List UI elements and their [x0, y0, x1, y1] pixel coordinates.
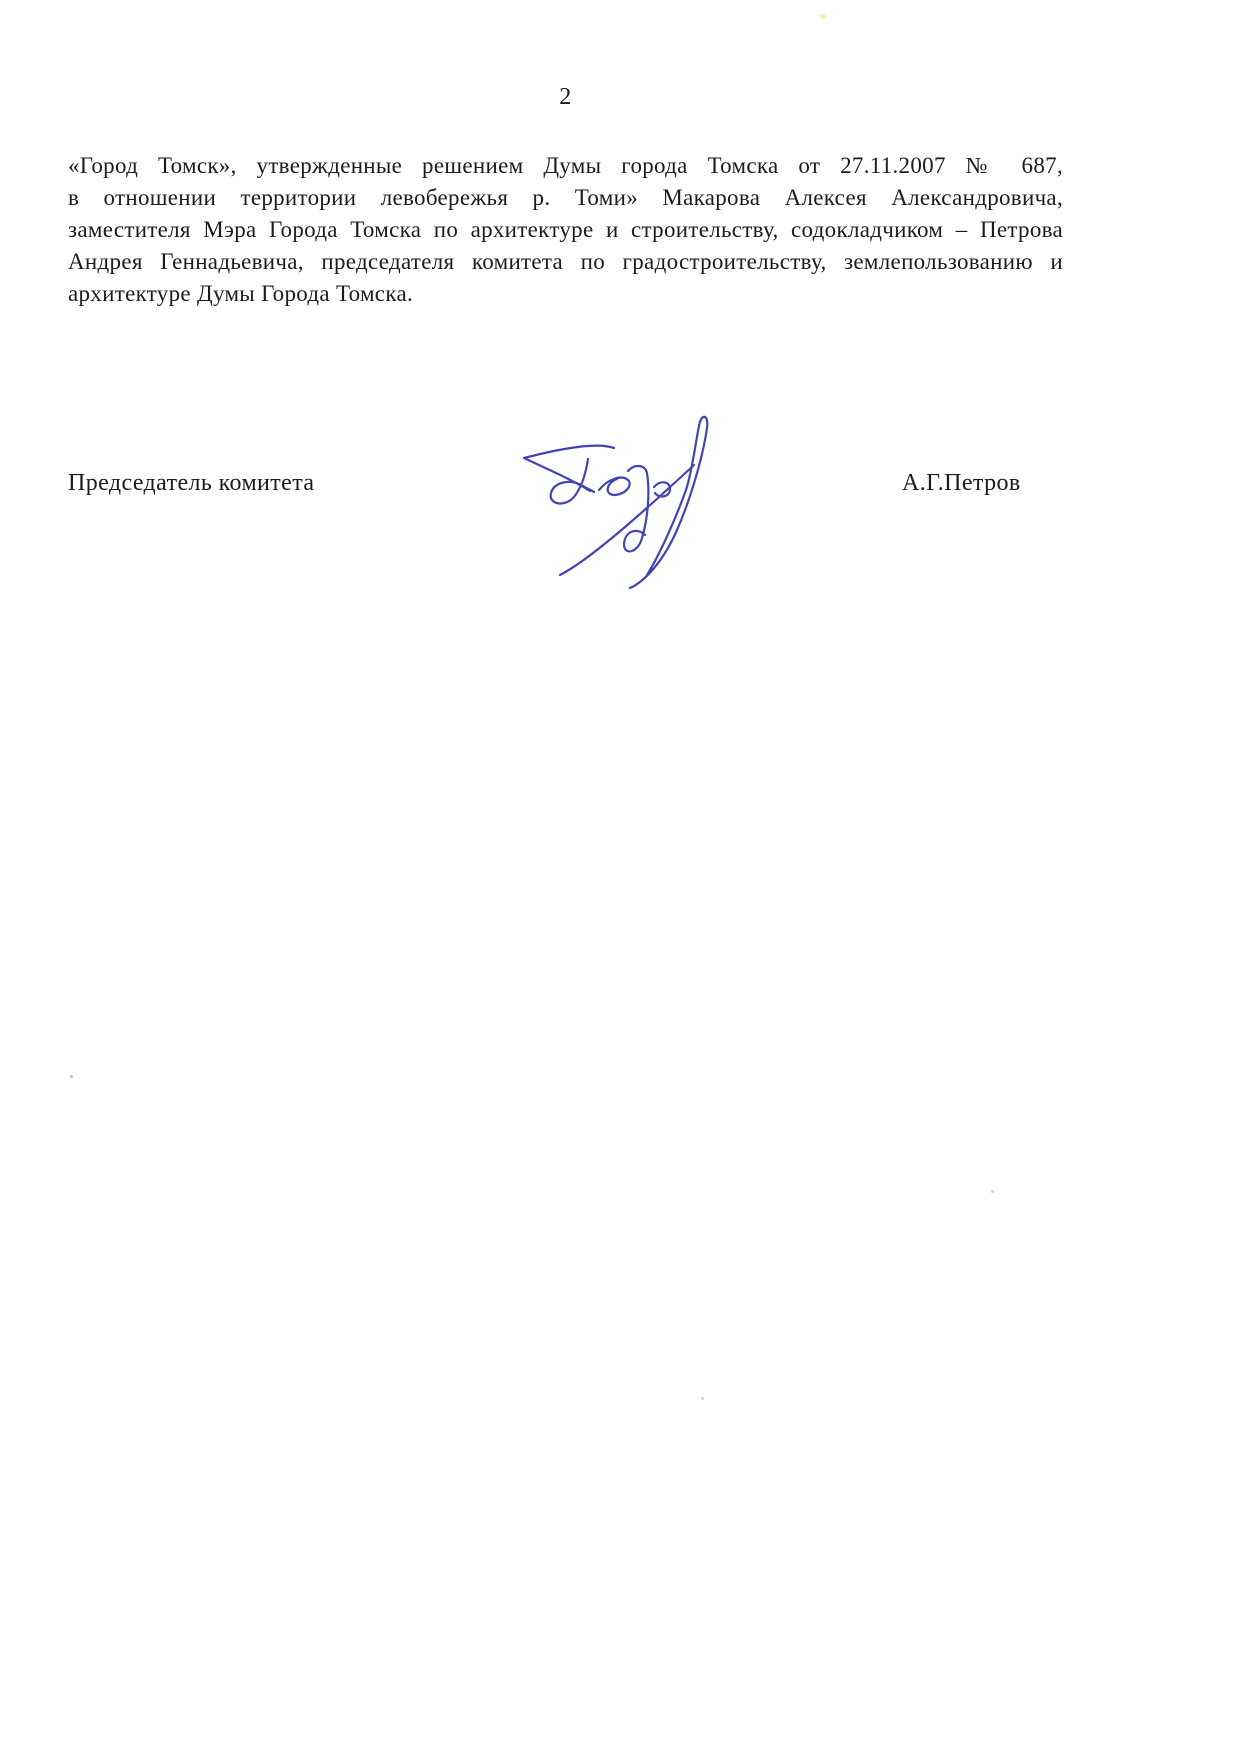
- body-line: «Город Томск», утвержденные решением Думы города Томска от 27.11.2007 № 687,: [68, 153, 1063, 178]
- signatory-name: А.Г.Петров: [902, 470, 1021, 496]
- body-line: архитектуре Думы Города Томска.: [68, 281, 414, 306]
- scan-speck: [70, 1075, 73, 1078]
- scan-speck: [701, 1397, 704, 1400]
- body-line: в отношении территории левобережья р. Томи» Макарова Алексея Александровича,: [68, 185, 1063, 210]
- body-line: заместителя Мэра Города Томска по архитектуре и строительству, содокладчиком – Петрова: [68, 217, 1063, 242]
- signature-ink-icon: [513, 368, 713, 590]
- body-paragraph: [68, 150, 1063, 310]
- page-number: 2: [559, 84, 572, 110]
- scan-speck: [991, 1190, 994, 1193]
- body-line: Андрея Геннадьевича, председателя комитета по градостроительству, землепользованию и: [68, 249, 1063, 274]
- signatory-title: Председатель комитета: [68, 470, 315, 496]
- scan-speck: [820, 14, 826, 19]
- handwritten-signature: [513, 368, 713, 590]
